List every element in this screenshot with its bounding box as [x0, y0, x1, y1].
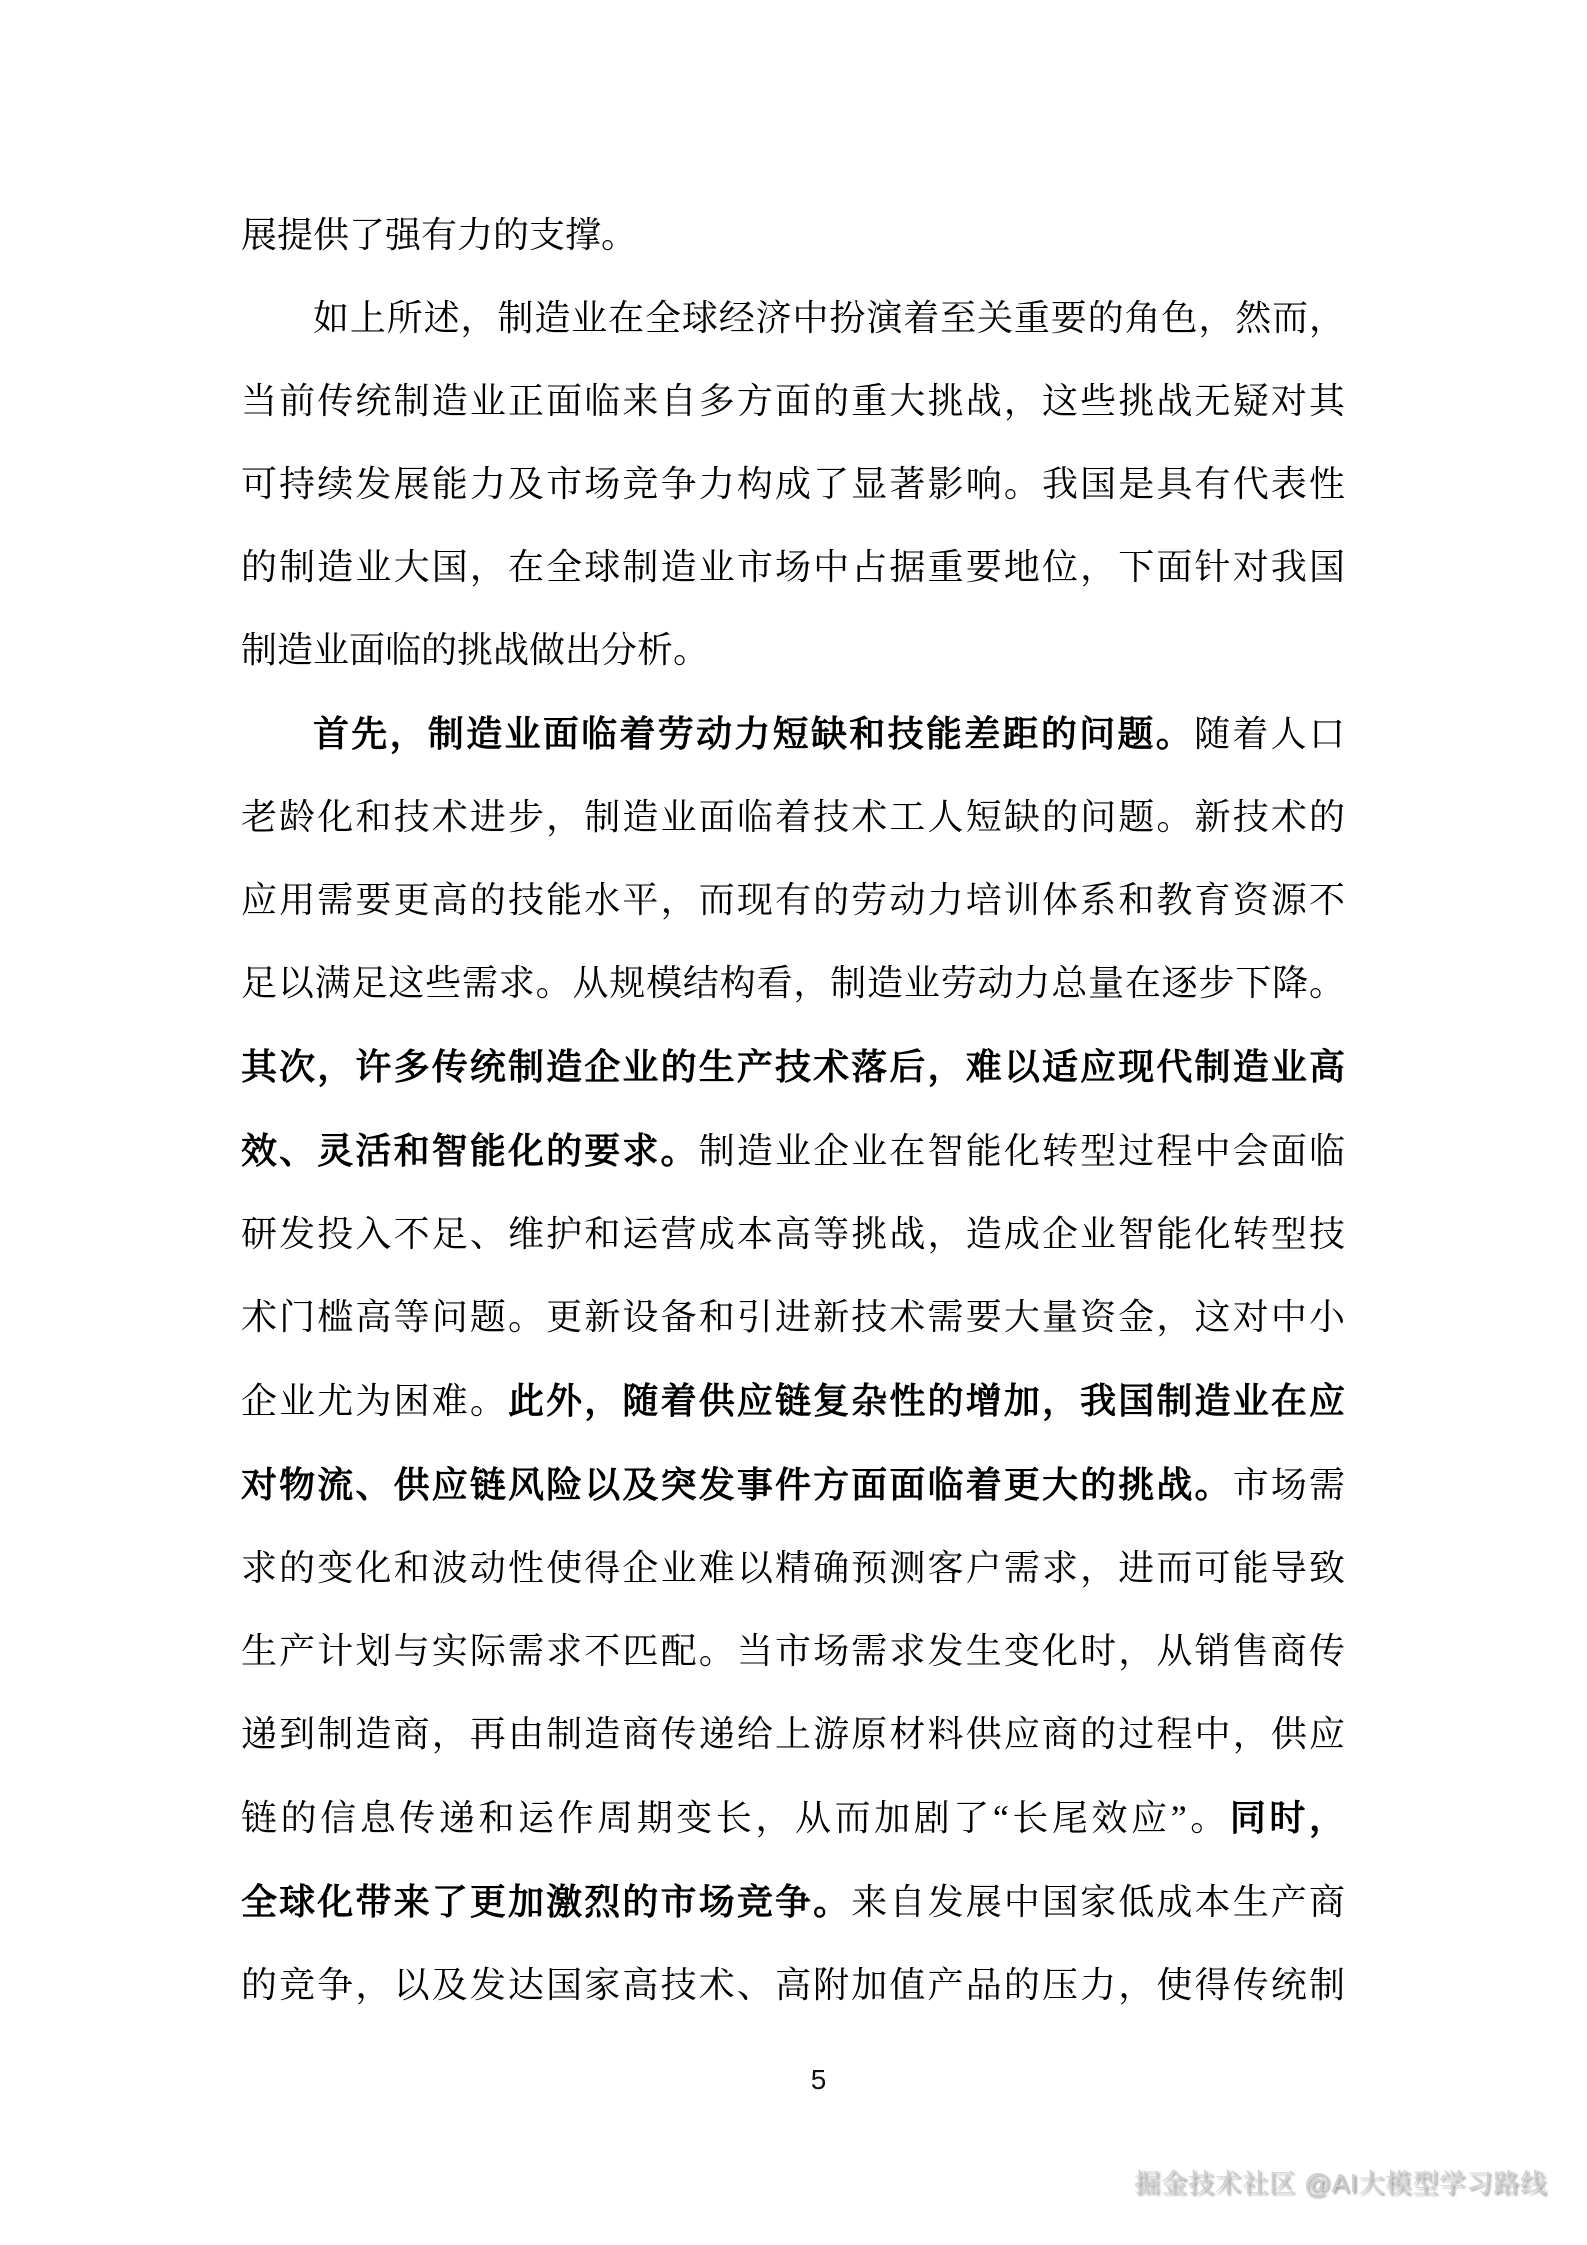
bold-text-segment: 同时， [1229, 1797, 1345, 1838]
page-number: 5 [810, 2064, 827, 2095]
text-segment: 来自发展中国家低成本生产商 [851, 1882, 1345, 1922]
text-segment: 可持续发展能力及市场竞争力构成了显著影响。我国是具有代表性 [241, 464, 1345, 504]
body-text [241, 194, 1345, 2027]
text-segment: 的竞争，以及发达国家高技术、高附加值产品的压力，使得传统制 [241, 1965, 1345, 2005]
text-line [241, 692, 1345, 776]
text-segment: 随着人口 [1194, 714, 1345, 754]
bold-text-segment: 效、灵活和智能化的要求。 [241, 1130, 699, 1171]
text-segment: 老龄化和技术进步，制造业面临着技术工人短缺的问题。新技术的 [241, 797, 1345, 837]
text-line [241, 1359, 1345, 1443]
text-line [241, 859, 1345, 942]
text-line [241, 1693, 1345, 1776]
text-segment: 递到制造商，再由制造商传递给上游原材料供应商的过程中，供应 [241, 1714, 1345, 1754]
text-line [241, 1860, 1345, 1944]
text-segment: 求的变化和波动性使得企业难以精确预测客户需求，进而可能导致 [241, 1548, 1345, 1588]
bold-text-segment: 全球化带来了更加激烈的市场竞争。 [241, 1881, 852, 1922]
text-segment: 术门槛高等问题。更新设备和引进新技术需要大量资金，这对中小 [241, 1297, 1345, 1337]
text-line [241, 526, 1345, 609]
text-line [241, 1193, 1345, 1276]
bold-text-segment: 首先，制造业面临着劳动力短缺和技能差距的问题。 [313, 713, 1195, 754]
text-line [241, 194, 1345, 277]
text-line [241, 360, 1345, 443]
text-segment: 应用需要更高的技能水平，而现有的劳动力培训体系和教育资源不 [241, 880, 1345, 920]
bold-text-segment: 其次，许多传统制造企业的生产技术落后，难以适应现代制造业高 [241, 1046, 1345, 1087]
text-line [241, 609, 1345, 692]
text-line [241, 443, 1345, 526]
text-segment: 的制造业大国，在全球制造业市场中占据重要地位，下面针对我国 [241, 547, 1345, 587]
text-segment: 研发投入不足、维护和运营成本高等挑战，造成企业智能化转型技 [241, 1214, 1345, 1254]
text-line [241, 277, 1345, 360]
text-line [241, 1944, 1345, 2027]
text-segment: 足以满足这些需求。从规模结构看，制造业劳动力总量在逐步下降。 [241, 963, 1345, 1003]
text-line [241, 1109, 1345, 1193]
text-segment: 市场需 [1232, 1465, 1345, 1505]
text-line [241, 942, 1345, 1025]
watermark-text: 掘金技术社区 @AI大模型学习路线 [1133, 2168, 1547, 2198]
bold-text-segment: 此外，随着供应链复杂性的增加，我国制造业在应 [508, 1380, 1345, 1421]
text-line [241, 1610, 1345, 1693]
bold-text-segment: 对物流、供应链风险以及突发事件方面面临着更大的挑战。 [241, 1464, 1233, 1505]
text-segment: 如上所述，制造业在全球经济中扮演着至关重要的角色，然而， [313, 298, 1345, 338]
text-segment: 企业尤为困难。 [241, 1381, 508, 1421]
text-segment: 制造业企业在智能化转型过程中会面临 [698, 1131, 1345, 1171]
text-line [241, 1276, 1345, 1359]
text-line [241, 776, 1345, 859]
text-segment: 制造业面临的挑战做出分析。 [241, 630, 710, 670]
text-line [241, 1443, 1345, 1527]
text-segment: 链的信息传递和运作周期变长，从而加剧了“长尾效应”。 [241, 1798, 1230, 1838]
text-segment: 生产计划与实际需求不匹配。当市场需求发生变化时，从销售商传 [241, 1631, 1345, 1671]
text-line [241, 1776, 1345, 1860]
text-segment: 当前传统制造业正面临来自多方面的重大挑战，这些挑战无疑对其 [241, 381, 1345, 421]
text-line [241, 1025, 1345, 1109]
text-line [241, 1527, 1345, 1610]
text-segment: 展提供了强有力的支撑。 [241, 215, 638, 255]
